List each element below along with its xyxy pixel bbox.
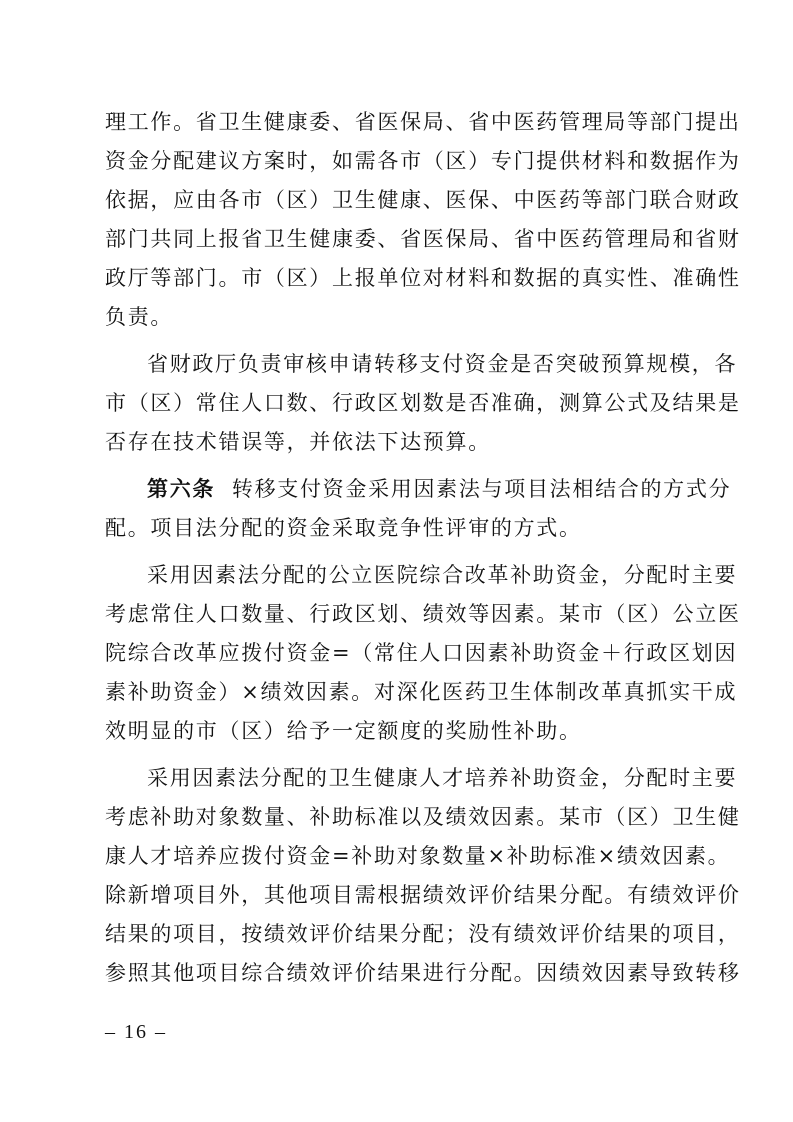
text-line: 采用因素法分配的公立医院综合改革补助资金，分配时主要 (147, 563, 738, 587)
text-line: 素补助资金）×绩效因素。对深化医药卫生体制改革真抓实干成 (105, 680, 738, 704)
text-line: 理工作。省卫生健康委、省医保局、省中医药管理局等部门提出 (105, 110, 741, 134)
text-line: 负责。 (105, 305, 174, 329)
text-line: 否存在技术错误等，并依法下达预算。 (105, 430, 491, 454)
paragraph-finance-review (105, 345, 741, 462)
body-text (105, 103, 741, 1001)
paragraph-talent-training (105, 759, 741, 993)
text-line: 资金分配建议方案时，如需各市（区）专门提供材料和数据作为 (105, 149, 741, 173)
text-line: 参照其他项目综合绩效评价结果进行分配。因绩效因素导致转移 (105, 961, 741, 985)
page-number: – 16 – (105, 1021, 167, 1043)
text-line (105, 470, 732, 509)
text-line: 院综合改革应拨付资金=（常住人口因素补助资金＋行政区划因 (105, 641, 738, 665)
text-line: 效明显的市（区）给予一定额度的奖励性补助。 (105, 719, 582, 743)
text-line: 依据，应由各市（区）卫生健康、医保、中医药等部门联合财政 (105, 188, 741, 212)
paragraph-hospital-reform (105, 556, 741, 751)
text-line: 采用因素法分配的卫生健康人才培养补助资金，分配时主要 (147, 766, 738, 790)
text-line: 考虑补助对象数量、补助标准以及绩效因素。某市（区）卫生健 (105, 805, 741, 829)
text-line: 考虑常住人口数量、行政区划、绩效等因素。某市（区）公立医 (105, 602, 741, 626)
text-line: 结果的项目，按绩效评价结果分配；没有绩效评价结果的项目， (105, 922, 741, 946)
text-line: 部门共同上报省卫生健康委、省医保局、省中医药管理局和省财 (105, 227, 741, 251)
text-line: 政厅等部门。市（区）上报单位对材料和数据的真实性、准确性 (105, 266, 741, 290)
text-line: 除新增项目外，其他项目需根据绩效评价结果分配。有绩效评价 (105, 883, 741, 907)
text-line: 省财政厅负责审核申请转移支付资金是否突破预算规模，各 (147, 352, 738, 376)
paragraph-article-six (105, 470, 732, 548)
paragraph-reporting (105, 103, 741, 337)
text-line: 配。项目法分配的资金采取竞争性评审的方式。 (105, 516, 582, 540)
article-label: 第六条 (147, 477, 216, 501)
article-text: 转移支付资金采用因素法与项目法相结合的方式分 (231, 477, 732, 501)
text-line: 市（区）常住人口数、行政区划数是否准确，测算公式及结果是 (105, 391, 741, 415)
text-line: 康人才培养应拨付资金=补助对象数量×补助标准×绩效因素。 (105, 844, 731, 868)
